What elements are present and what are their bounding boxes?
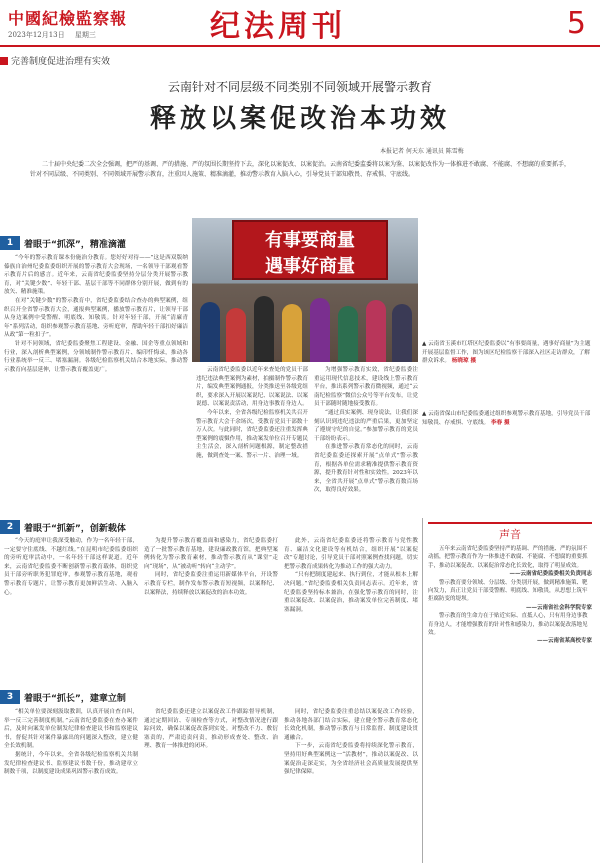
square-icon xyxy=(0,57,8,65)
column-3c-2: 省纪委监委还建立以案促改工作跟踪督导机制，通过定期回访、专项检查等方式，对整改情况进行跟踪问效，确保以案促改落到实处。对整改不力、敷衍塞责的，严肃追责问责，推动形成查处、整改、治理、教育一体推进的闭环。 xyxy=(144,709,278,750)
voice-sidebar xyxy=(428,522,592,646)
article-lead: 二十届中央纪委二次全会强调，把严的基调、严的措施、严的氛围长期坚持下去，深化以案促改、以案促治。云南省纪委监委将以案为鉴、以案促改作为一体推进不敢腐、不能腐、不想腐的重要抓手，针对不同层级、不同类别、不同领域开展警示教育，注重因人施策、精准滴灌，推动警示教育入脑入心，引导党员干部知敬畏、存戒惧、守底线。 xyxy=(30,161,571,178)
column-3c-3: 同时，省纪委监委注重总结以案促改工作经验，推动各地各部门结合实际，建立健全警示教育常态化长效化机制，推动警示教育与日常监督、制度建设贯通融合。 下一步，云南省纪委监委将持续深化警示教育，坚持用好典型案例这一“活教材”，推动以案促改、以案促治走深走实，为全省经济社会高质量发展提供坚强纪律保障。 xyxy=(284,709,418,776)
photo-caption-1: ▲ 云南省玉溪市红塔区纪委监委以“有事要商量，遇事好商量”为主题开展基层监督工作，图为该区纪检监察干部深入社区走访群众，了解群众诉求。 杨晓琼 摄 xyxy=(422,341,591,364)
column-3c-1: “相关单位要深刻汲取教训，认真开展自查自纠，举一反三完善制度机制。”云南省纪委监委在查办案件后，及时向案发单位制发纪律检查建议书和监察建议书，督促其针对案件暴露出的问题深入整改，建立健全长效机制。 据统计，今年以来，全省各级纪检监察机关共制发纪律检查建议书、监察建议书数千份，推动建章立制数千项，以制度建设成果巩固警示教育成效。 xyxy=(4,709,138,776)
article-headline: 释放以案促改治本功效 xyxy=(149,104,450,134)
column-3: 为增强警示教育实效，省纪委监委注重运用现代信息技术，建设线上警示教育平台，推出系列警示教育微视频，通过“云南纪检监察”微信公众号等平台发布，让党员干部随时随地接受教育。 “通过真实案例、现身说法，让我们深刻认识到违纪违法的严重后果，更加坚定了遵规守纪的自觉。”参加警示教育的党员干部纷纷表示。 在推进警示教育常态化的同时，云南省纪委监委还探索开展“点单式”警示教育，根据各单位需求精准提供警示教育资源，提升教育针对性和实效性。2023年以来，全省共开展“点单式”警示教育数百场次，取得良好效果。 xyxy=(314,367,418,494)
section-heading-2: 2 着眼于“抓新”，创新载体 xyxy=(0,520,360,534)
column-1: “今年的警示教育课本份施治分教育。您好好对待——”这是西双版纳傣族自治州纪委监委组织开展的警示教育大会现场，一名领导干部观看警示教育片后的感言。近年来，云南省纪委监委坚持分层分类开展警示教育，对“关键少数”、年轻干部、基层干部等不同群体分别开展，做到有的放矢、精准施策。 在对“关键少数”的警示教育中，省纪委监委结合查办的典型案例，组织召开全省警示教育大会，通报典型案例，播放警示教育片，让领导干部从身边案例中受警醒、明底线、知敬畏。针对年轻干部，开展“清廉青年”系列活动，组织参观警示教育基地、旁听庭审，帮助年轻干部扣好廉洁从政“第一粒扣子”。 针对不同领域，省纪委监委聚焦工程建设、金融、国企等重点领域和行业，深入剖析典型案例，分领域制作警示教育片、编印忏悔录，推动各行业系统举一反三、堵塞漏洞。各级纪检监察机关结合本地实际，推动警示教育向基层延伸，让警示教育覆盖更广。 xyxy=(4,255,188,373)
issue-weekday: 星期三 xyxy=(74,31,96,39)
section-title: 纪法周刊 xyxy=(210,9,346,44)
issue-info xyxy=(8,30,104,40)
column-2b-2: 为提升警示教育覆盖面和感染力，省纪委监委打造了一批警示教育基地，建设廉政教育馆，把典型案例转化为警示教育素材，推动警示教育从“课堂”走向“现场”，从“被动听”转向“主动学”。 同时，省纪委监委注重运用新媒体平台，开设警示教育专栏，制作发布警示教育短视频，以案释纪、以案释法，持续释放以案促改的治本功效。 xyxy=(144,538,278,596)
column-2: 云南省纪委监委以近年来查处的党员干部违纪违法典型案例为素材，拍摄制作警示教育片，编发典型案例通报，分类推送至各级党组织，要求深入开展以案说纪、以案说法、以案说德、以案说责活动，用身边事教育身边人。 今年以来，全省各级纪检监察机关共召开警示教育大会千余场次，受教育党员干部数十万人次。与此同时，省纪委监委还注重发挥典型案例的震慑作用，推动案发单位召开专题民主生活会，深入剖析问题根源，制定整改措施，做到查处一案、警示一片、治理一域。 xyxy=(196,367,308,459)
page-number: 5 xyxy=(566,6,586,41)
section-heading-1: 1 着眼于“抓深”，精准滴灌 xyxy=(0,236,360,250)
article-kicker: 云南针对不同层级不同类别不同领域开展警示教育 xyxy=(167,80,432,94)
masthead-rule xyxy=(0,45,600,47)
column-divider xyxy=(422,518,423,863)
column-2b-3: 此外，云南省纪委监委还将警示教育与党性教育、廉洁文化建设等有机结合，组织开展“以案促改”专题讨论，引导党员干部对照案例查找问题，切实把警示教育成果转化为推动工作的强大动力。 “只有把制度建起来、执行到位，才能从根本上解决问题。”省纪委监委相关负责同志表示。近年来，省纪委监委坚持标本兼治，在强化警示教育的同时，注重以案促改、以案促治，推动案发单位完善制度、堵塞漏洞。 xyxy=(284,538,418,613)
column-2b-1: “今天的庭审让我深受触动，作为一名年轻干部，一定要守住底线、不越红线。”在昆明市纪委监委组织的旁听庭审活动中，一名年轻干部这样说道。近年来，云南省纪委监委不断创新警示教育载体，组织党员干部旁听职务犯罪庭审，参观警示教育基地，观看警示教育专题片，让警示教育更加鲜活生动、入脑入心。 xyxy=(4,538,138,596)
voice-body: 五年来云南省纪委监委坚持严的基调、严的措施、严的氛围不动摇，把警示教育作为一体推进不敢腐、不能腐、不想腐的重要抓手，推动以案促改、以案促治常态化长效化，取得了明显成效。 ——云南省纪委监委相关负责同志 警示教育要分领域、分层级、分类别开展，做到精准施策、靶向发力，真正让党员干部受警醒、明底线、知敬畏，从思想上筑牢拒腐防变的堤坝。 ——云南省社会科学院专家 警示教育的生命力在于贴近实际、直抵人心，只有用身边事教育身边人，才能增强教育的针对性和感染力，推动以案促改落地见效。 ——云南省某高校专家 xyxy=(428,546,592,645)
section-label: 完善制度促进治理有实效 xyxy=(0,54,110,67)
newspaper-logo: 中國紀檢監察報 xyxy=(8,9,128,28)
photo-people xyxy=(192,284,418,362)
masthead xyxy=(0,0,600,48)
photo-caption-2: ▲ 云南省保山市纪委监委通过组织参观警示教育基地，引导党员干部知敬畏、存戒惧、守底线。 李春 摄 xyxy=(422,411,591,426)
article-byline: 本报记者 何天东 通讯员 陈雪梅 xyxy=(380,148,464,155)
section-heading-3: 3 着眼于“抓长”，建章立制 xyxy=(0,690,360,704)
photo-banner: 有事要商量 遇事好商量 xyxy=(232,220,388,280)
issue-date: 2023年12月13日 xyxy=(8,31,65,39)
voice-heading: 声音 xyxy=(499,528,521,541)
